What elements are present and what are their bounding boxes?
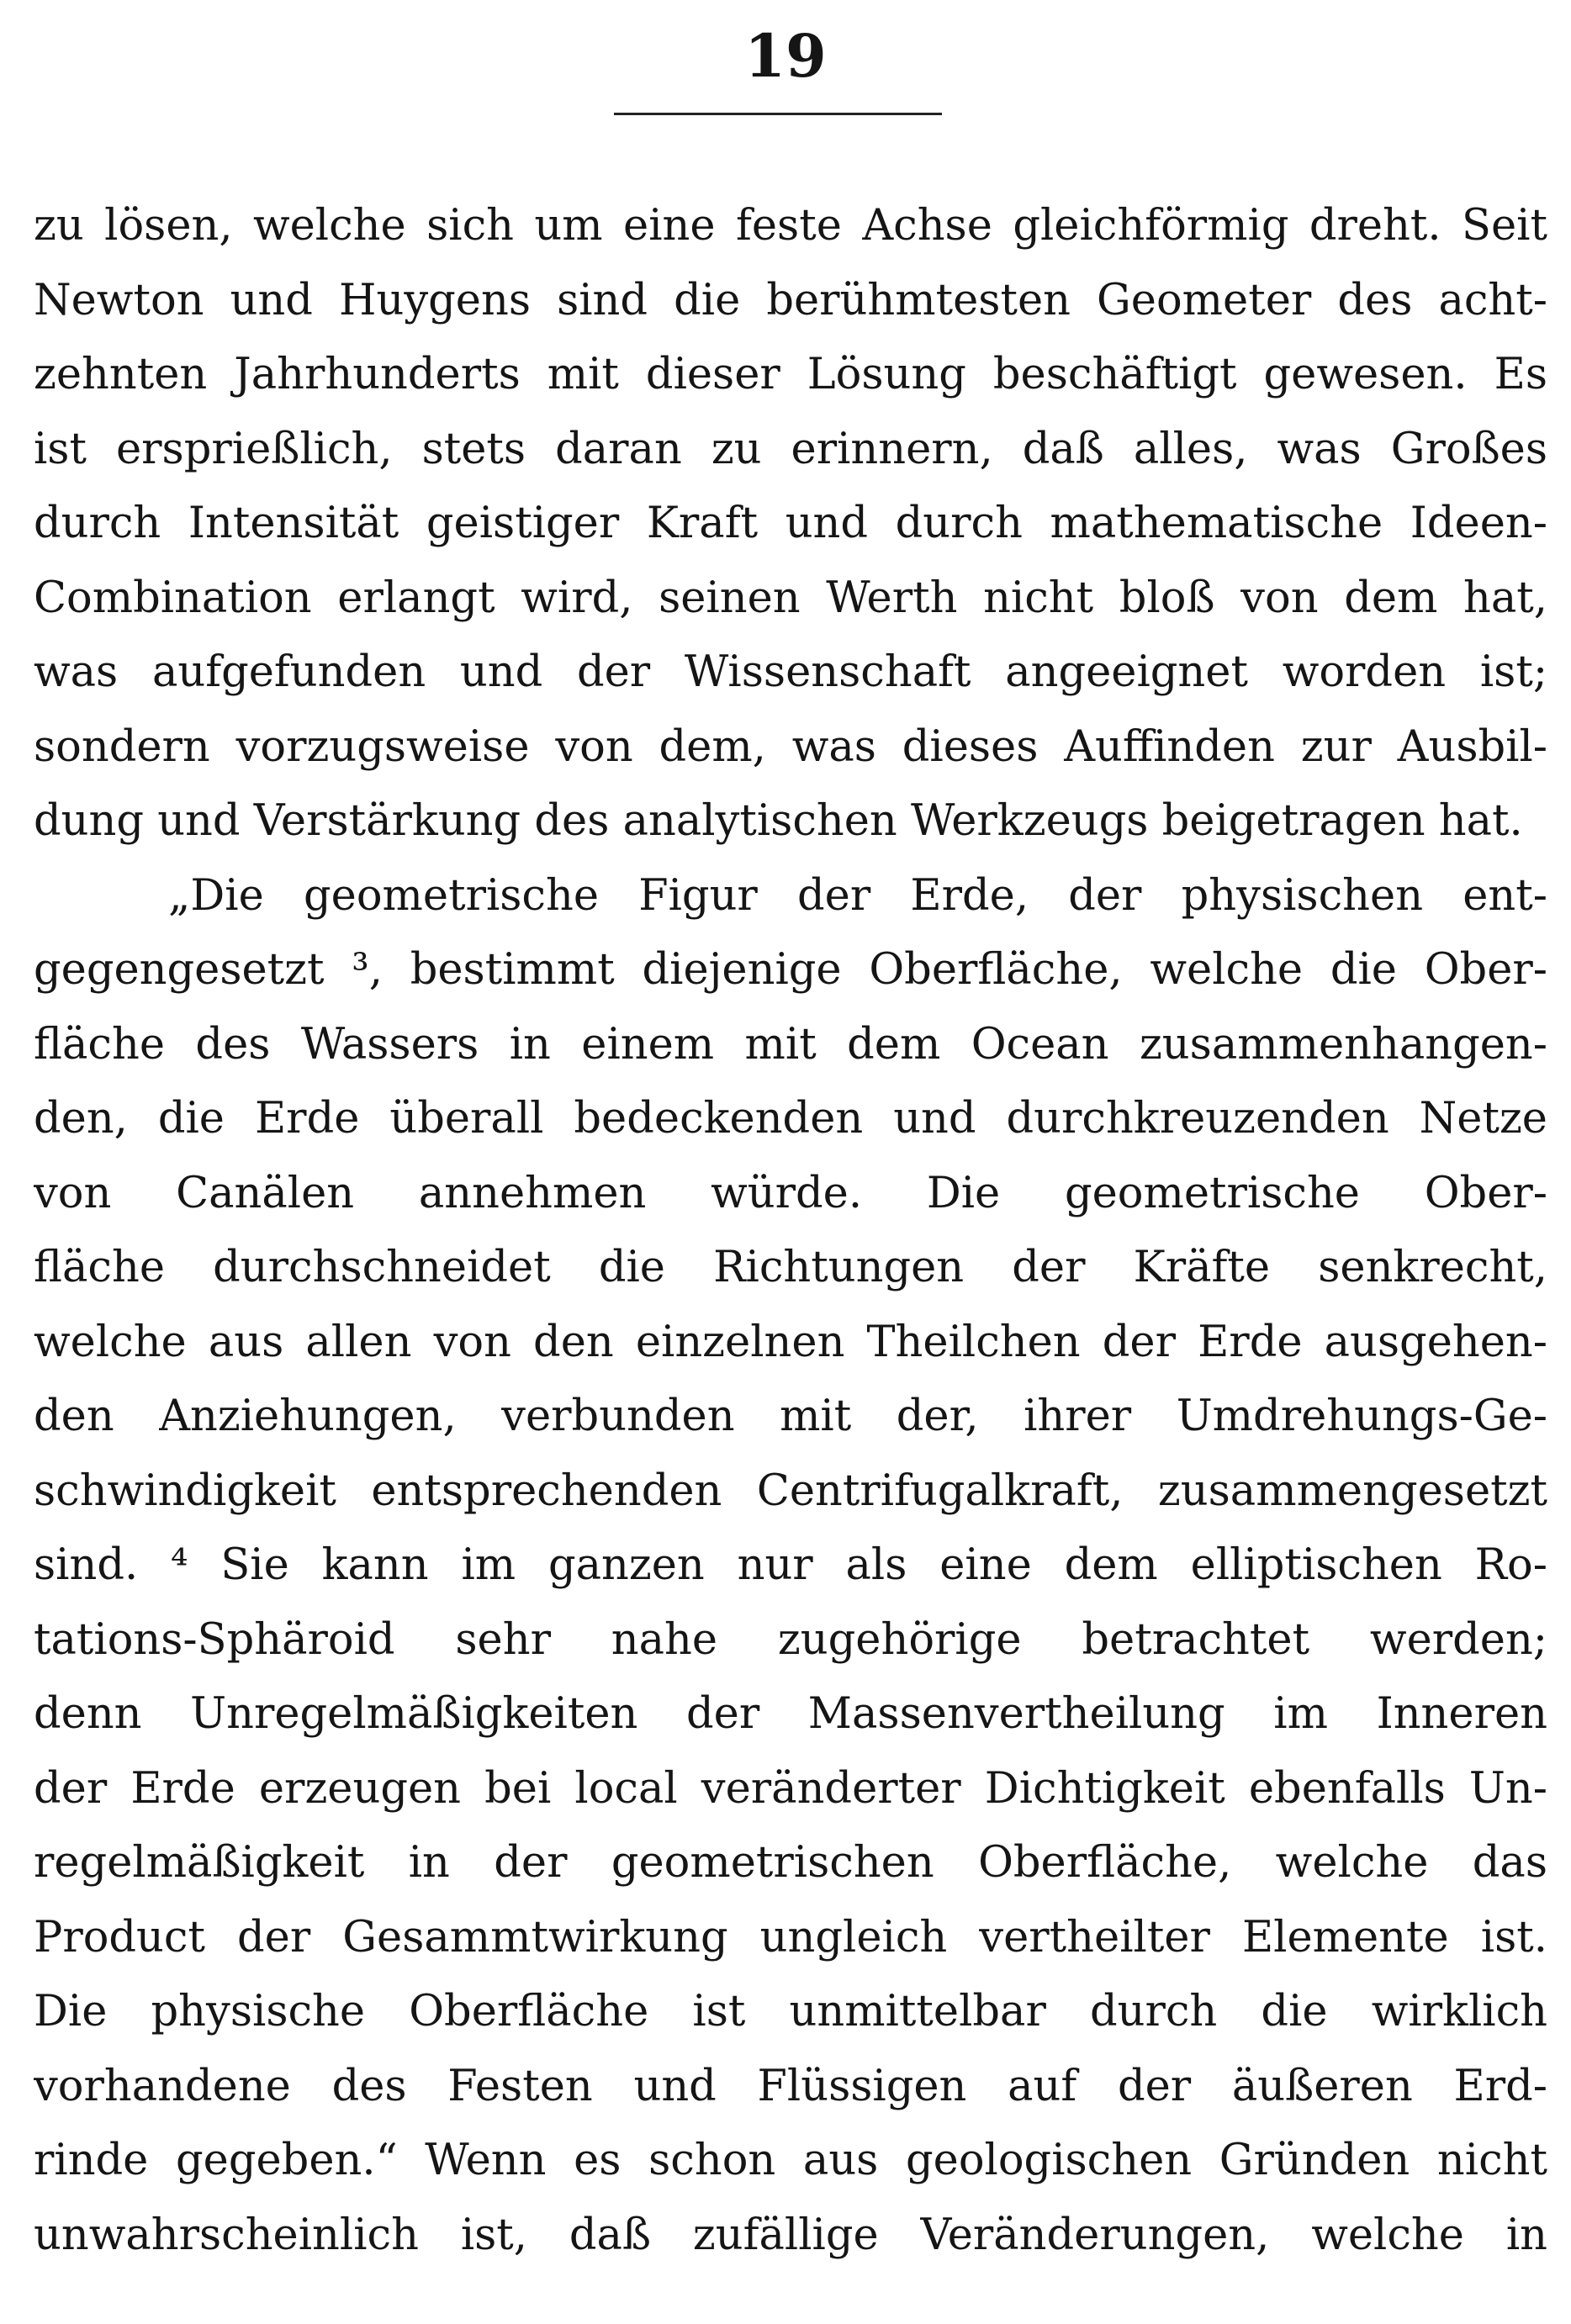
text-line: rinde gegeben.“ Wenn es schon aus geologischen Gründen nicht: [34, 2136, 1547, 2185]
text-line: zehnten Jahrhunderts mit dieser Lösung beschäftigt gewesen. Es: [34, 350, 1547, 399]
text-line: unwahrscheinlich ist, daß zufällige Veränderungen, welche in: [34, 2210, 1547, 2260]
text-line: der Erde erzeugen bei local veränderter Dichtigkeit ebenfalls Un-: [34, 1763, 1547, 1814]
text-line: sind. ⁴ Sie kann im ganzen nur als eine dem elliptischen Ro-: [34, 1540, 1547, 1590]
text-line: „Die geometrische Figur der Erde, der physischen ent-: [168, 870, 1547, 921]
text-line: gegengesetzt ³, bestimmt diejenige Oberfläche, welche die Ober-: [34, 945, 1547, 995]
text-line: welche aus allen von den einzelnen Theilchen der Erde ausgehen-: [34, 1317, 1547, 1367]
text-line: zu lösen, welche sich um eine feste Achse gleichförmig dreht. Seit: [34, 201, 1547, 251]
body-text: [34, 189, 1547, 2273]
header-rule: [614, 113, 942, 115]
page-number: 19: [744, 21, 827, 91]
text-line: Product der Gesammtwirkung ungleich vertheilter Elemente ist.: [34, 1912, 1547, 1962]
text-line: dung und Verstärkung des analytischen Werkzeugs beigetragen hat.: [34, 796, 1523, 846]
text-line: denn Unregelmäßigkeiten der Massenvertheilung im Inneren: [34, 1689, 1547, 1739]
text-line: Die physische Oberfläche ist unmittelbar durch die wirklich: [34, 1987, 1547, 2036]
text-line: vorhandene des Festen und Flüssigen auf der äußeren Erd-: [34, 2061, 1547, 2111]
text-line: Combination erlangt wird, seinen Werth nicht bloß von dem hat,: [34, 573, 1547, 623]
text-line: schwindigkeit entsprechenden Centrifugalkraft, zusammengesetzt: [34, 1466, 1547, 1516]
text-line: was aufgefunden und der Wissenschaft angeeignet worden ist;: [34, 647, 1547, 697]
text-line: fläche des Wassers in einem mit dem Ocean zusammenhangen-: [34, 1019, 1547, 1070]
text-line: den, die Erde überall bedeckenden und durchkreuzenden Netze: [34, 1094, 1547, 1144]
text-line: regelmäßigkeit in der geometrischen Oberfläche, welche das: [34, 1838, 1547, 1888]
text-line: fläche durchschneidet die Richtungen der Kräfte senkrecht,: [34, 1243, 1547, 1292]
text-line: den Anziehungen, verbunden mit der, ihrer Umdrehungs-Ge-: [34, 1392, 1547, 1441]
text-line: tations-Sphäroid sehr nahe zugehörige betrachtet werden;: [34, 1614, 1547, 1665]
text-line: durch Intensität geistiger Kraft und durch mathematische Ideen-: [34, 499, 1547, 548]
text-line: von Canälen annehmen würde. Die geometrische Ober-: [34, 1168, 1547, 1218]
text-line: ist ersprießlich, stets daran zu erinnern, daß alles, was Großes: [34, 424, 1547, 474]
text-line: Newton und Huygens sind die berühmtesten Geometer des acht-: [34, 275, 1547, 325]
text-line: sondern vorzugsweise von dem, was dieses Auffinden zur Ausbil-: [34, 721, 1547, 772]
